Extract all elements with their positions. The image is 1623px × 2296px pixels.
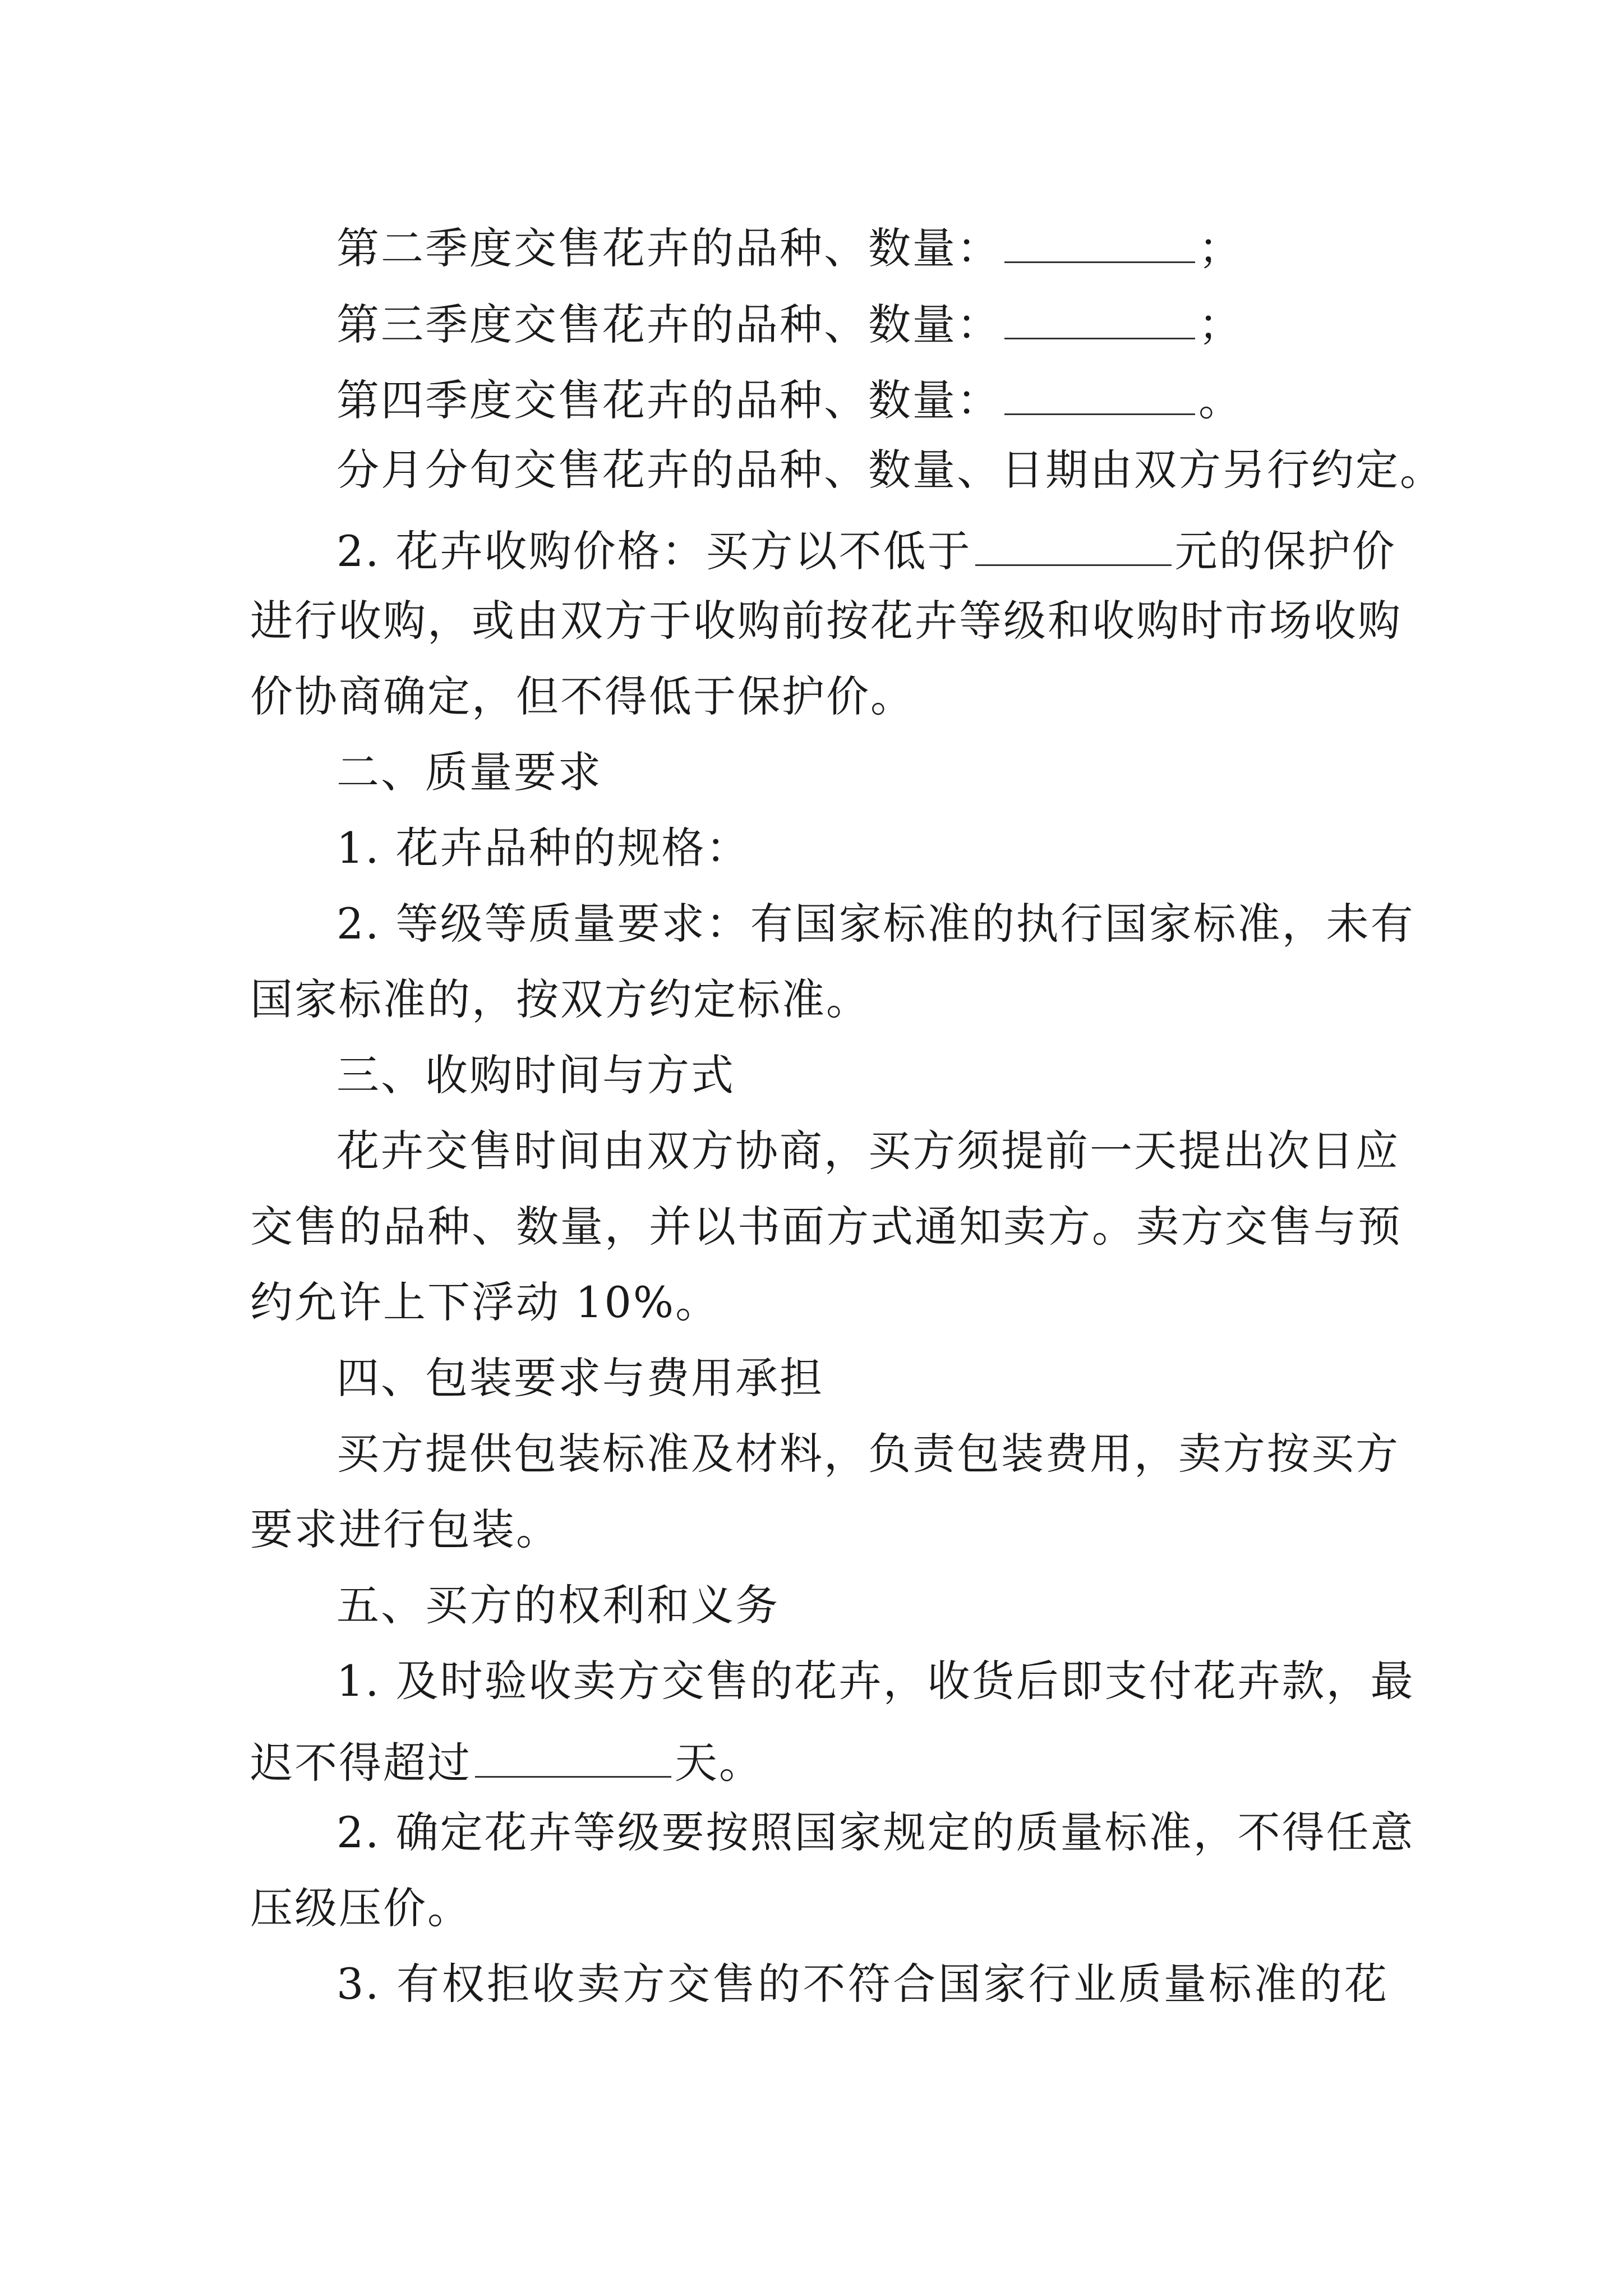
- price-line-3: 价协商确定，但不得低于保护价。: [250, 671, 915, 721]
- buyer-item-2-line-1: 2. 确定花卉等级要按照国家规定的质量标准，不得任意: [336, 1807, 1415, 1857]
- pack-line-1: 买方提供包装标准及材料，负责包装费用，卖方按买方: [336, 1429, 1400, 1479]
- q4-end: 。: [1198, 375, 1243, 426]
- buyer-item-1-text-b: 天。: [675, 1738, 763, 1788]
- price-blank: [975, 524, 1172, 566]
- quality-item-1: 1. 花卉品种的规格：: [336, 823, 750, 873]
- q4-blank: [1004, 373, 1195, 415]
- q2-line: [336, 221, 1475, 274]
- buyer-item-1-line-1: 1. 及时验收卖方交售的花卉，收货后即支付花卉款，最: [336, 1656, 1415, 1706]
- q3-label: 第三季度交售花卉的品种、数量：: [336, 300, 1001, 350]
- buyer-item-3-line-1: 3. 有权拒收卖方交售的不符合国家行业质量标准的花: [336, 1959, 1389, 2009]
- buyer-item-2-line-2: 压级压价。: [250, 1883, 472, 1933]
- buyer-item-1-text-a: 迟不得超过: [250, 1738, 472, 1788]
- section-heading-2: 二、质量要求: [336, 747, 602, 797]
- monthly-text: 分月分旬交售花卉的品种、数量、日期由双方另行约定。: [336, 445, 1444, 495]
- section-heading-3: 三、收购时间与方式: [336, 1050, 735, 1100]
- price-text-a: 2. 花卉收购价格：买方以不低于: [336, 526, 972, 577]
- q2-label: 第二季度交售花卉的品种、数量：: [336, 223, 1001, 274]
- quality-item-2-line-2: 国家标准的，按双方约定标准。: [250, 974, 870, 1024]
- pack-line-2: 要求进行包装。: [250, 1504, 560, 1554]
- q3-line: [336, 297, 1475, 350]
- time-line-3: 约允许上下浮动 10%。: [250, 1277, 720, 1327]
- time-line-2: 交售的品种、数量，并以书面方式通知卖方。卖方交售与预: [250, 1202, 1402, 1251]
- monthly-line: [336, 445, 1444, 495]
- quality-item-2-line-1: 2. 等级等质量要求：有国家标准的执行国家标准，未有: [336, 899, 1415, 949]
- q4-label: 第四季度交售花卉的品种、数量：: [336, 375, 1001, 426]
- q2-blank: [1004, 221, 1195, 263]
- q3-end: ；: [1198, 300, 1243, 350]
- price-text-b: 元的保护价: [1174, 526, 1396, 577]
- time-line-1: 花卉交售时间由双方协商，买方须提前一天提出次日应: [336, 1126, 1400, 1176]
- q4-line: [336, 373, 1475, 426]
- buyer-item-1-line-2: [250, 1736, 1389, 1788]
- q3-blank: [1004, 297, 1195, 339]
- section-heading-5: 五、买方的权利和义务: [336, 1580, 780, 1630]
- section-heading-4: 四、包装要求与费用承担: [336, 1353, 824, 1403]
- q2-end: ；: [1198, 223, 1243, 274]
- price-line-1: [336, 524, 1396, 577]
- days-blank: [475, 1736, 671, 1778]
- price-line-2: 进行收购，或由双方于收购前按花卉等级和收购时市场收购: [250, 596, 1402, 646]
